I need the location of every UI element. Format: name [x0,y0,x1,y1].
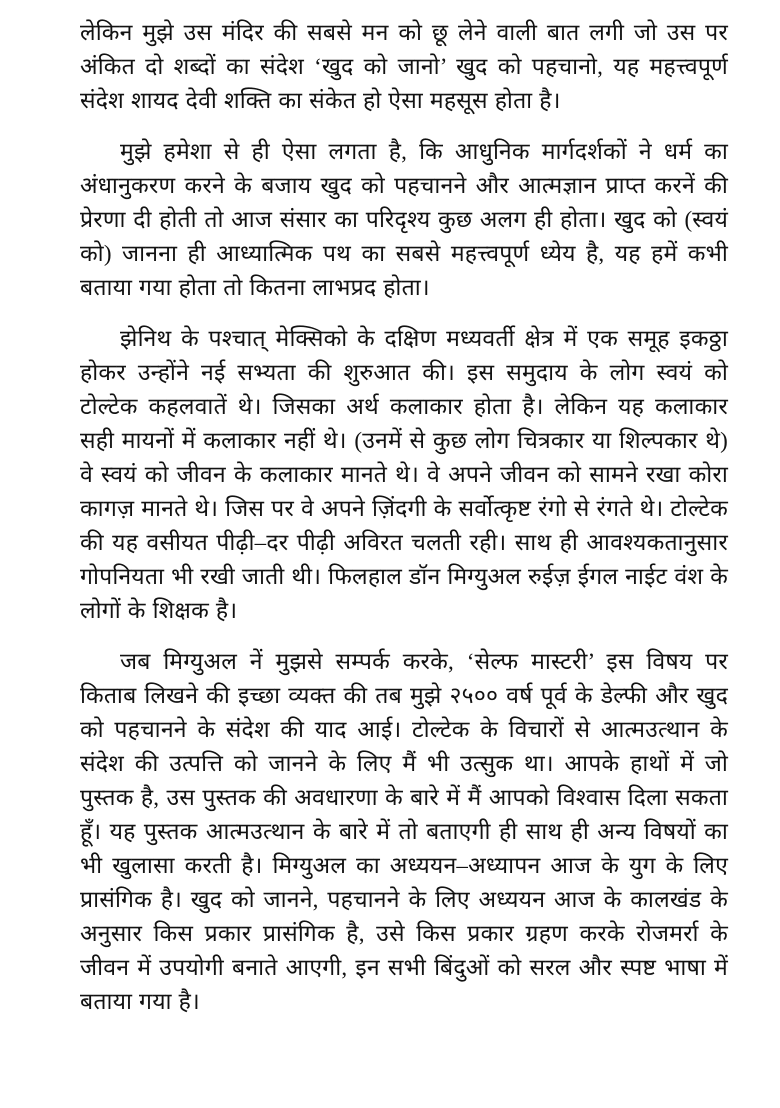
paragraph-3: झेनिथ के पश्चात् मेक्सिको के दक्षिण मध्यवर्ती क्षेत्र में एक समूह इकठ्ठा होकर उन्होंने नई सभ्यता की शुरुआत की। इस समुदाय के लोग स्वयं को टोल्टेक कहलवातें थे। जिसका अर्थ कलाकार होता है। लेकिन यह कलाकार सही मायनों में कलाकार नहीं थे। (उनमें से कुछ लोग चित्रकार या शिल्पकार थे) वे स्वयं को जीवन के कलाकार मानते थे। वे अपने जीवन को सामने रखा कोरा कागज़ मानते थे। जिस पर वे अपने ज़िंदगी के सर्वोत्कृष्ट रंगो से रंगते थे। टोल्टेक की यह वसीयत पीढ़ी–दर पीढ़ी अविरत चलती रही। साथ ही आवश्यकतानुसार गोपनियता भी रखी जाती थी। फिलहाल डॉन मिग्युअल रुईज़ ईगल नाईट वंश के लोगों के शिक्षक है। [80,326,728,623]
paragraph-4: जब मिग्युअल नें मुझसे सम्पर्क करके, ‘सेल्फ मास्टरी’ इस विषय पर किताब लिखने की इच्छा व्यक्त की तब मुझे २५०० वर्ष पूर्व के डेल्फी और खुद को पहचानने के संदेश की याद आई। टोल्टेक के विचारों से आत्मउत्थान के संदेश की उत्पत्ति को जानने के लिए मैं भी उत्सुक था। आपके हाथों में जो पुस्तक है, उस पुस्तक की अवधारणा के बारे में मैं आपको विश्वास दिला सकता हूँ। यह पुस्तक आत्मउत्थान के बारे में तो बताएगी ही साथ ही अन्य विषयों का भी खुलासा करती है। मिग्युअल का अध्ययन–अध्यापन आज के युग के लिए प्रासंगिक है। खुद को जानने, पहचानने के लिए अध्ययन आज के कालखंड के अनुसार किस प्रकार प्रासंगिक है, उसे किस प्रकार ग्रहण करके रोजमर्रा के जीवन में उपयोगी बनाते आएगी, इन सभी बिंदुओं को सरल और स्पष्ट भाषा में बताया गया है। [80,649,728,1014]
paragraph-2: मुझे हमेशा से ही ऐसा लगता है, कि आधुनिक मार्गदर्शकों ने धर्म का अंधानुकरण करने के बजाय खुद को पहचानने और आत्मज्ञान प्राप्त करनें की प्रेरणा दी होती तो आज संसार का परिदृश्य कुछ अलग ही होता। खुद को (स्वयं को) जानना ही आध्यात्मिक पथ का सबसे महत्त्वपूर्ण ध्येय है, यह हमें कभी बताया गया होता तो कितना लाभप्रद होता। [80,139,728,300]
paragraph-1: लेकिन मुझे उस मंदिर की सबसे मन को छू लेने वाली बात लगी जो उस पर अंकित दो शब्दों का संदेश ‘खुद को जानो’ खुद को पहचानो, यह महत्त्वपूर्ण संदेश शायद देवी शक्ति का संकेत हो ऐसा महसूस होता है। [80,20,728,113]
